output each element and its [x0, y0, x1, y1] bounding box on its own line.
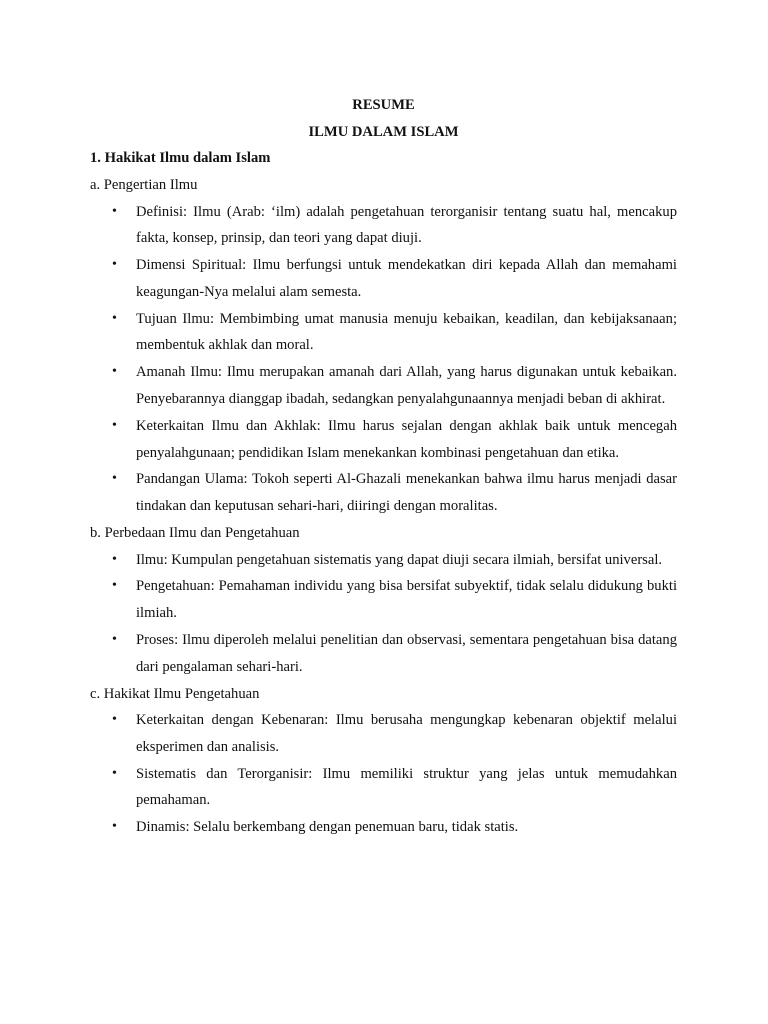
bullet-list-a — [90, 199, 677, 521]
bullet-icon: • — [112, 417, 117, 433]
bullet-icon: • — [112, 819, 117, 835]
document-title: RESUME — [352, 97, 415, 113]
bullet-icon: • — [112, 765, 117, 781]
list-item — [90, 707, 677, 761]
bullet-icon: • — [112, 471, 117, 487]
bullet-list-c — [90, 707, 677, 841]
list-item-text: Ilmu: Kumpulan pengetahuan sistematis yang dapat diuji secara ilmiah, bersifat universal. — [136, 551, 663, 568]
list-item-text: Keterkaitan dengan Kebenaran: Ilmu berusaha mengungkap kebenaran objektif melalui eksperimen dan analisis. — [136, 712, 677, 755]
list-item — [90, 547, 677, 574]
bullet-list-b — [90, 547, 677, 681]
bullet-icon: • — [112, 578, 117, 594]
section-heading: 1. Hakikat Ilmu dalam Islam — [90, 150, 271, 166]
list-item-text: Pengetahuan: Pemahaman individu yang bisa bersifat subyektif, tidak selalu didukung bukti ilmiah. — [136, 578, 677, 622]
list-item-text: Tujuan Ilmu: Membimbing umat manusia menuju kebaikan, keadilan, dan kebijaksanaan; membentuk akhlak dan moral. — [136, 310, 677, 354]
list-item-text: Sistematis dan Terorganisir: Ilmu memiliki struktur yang jelas untuk memudahkan pemahaman. — [136, 765, 677, 809]
list-item — [90, 466, 677, 520]
list-item-text: Dinamis: Selalu berkembang dengan penemuan baru, tidak statis. — [136, 819, 519, 836]
bullet-icon: • — [112, 257, 117, 273]
document-content — [90, 92, 677, 841]
document-subtitle: ILMU DALAM ISLAM — [308, 123, 459, 140]
list-item — [90, 573, 677, 627]
subsection-heading-c: c. Hakikat Ilmu Pengetahuan — [90, 685, 260, 702]
subsection-heading-b: b. Perbedaan Ilmu dan Pengetahuan — [90, 525, 300, 542]
list-item — [90, 199, 677, 253]
list-item — [90, 761, 677, 815]
bullet-icon: • — [112, 203, 117, 219]
list-item-text: Amanah Ilmu: Ilmu merupakan amanah dari Allah, yang harus digunakan untuk kebaikan. Penyebarannya dianggap ibadah, sedangkan penyalahgunaannya menjadi beban di akhirat. — [136, 364, 677, 408]
list-item — [90, 306, 677, 360]
list-item — [90, 814, 677, 841]
list-item-text: Pandangan Ulama: Tokoh seperti Al-Ghazali menekankan bahwa ilmu harus menjadi dasar tindakan dan keputusan sehari-hari, diiringi dengan moralitas. — [136, 471, 677, 515]
list-item — [90, 359, 677, 413]
list-item — [90, 627, 677, 681]
list-item-text: Definisi: Ilmu (Arab: ‘ilm) adalah pengetahuan terorganisir tentang suatu hal, mencakup fakta, konsep, prinsip, dan teori yang dapat diuji. — [136, 203, 677, 247]
subsection-heading-a: a. Pengertian Ilmu — [90, 177, 198, 193]
list-item — [90, 252, 677, 306]
list-item — [90, 413, 677, 467]
bullet-icon: • — [112, 310, 117, 326]
list-item-text: Dimensi Spiritual: Ilmu berfungsi untuk mendekatkan diri kepada Allah dan memahami keagungan-Nya melalui alam semesta. — [136, 257, 677, 300]
bullet-icon: • — [112, 364, 117, 380]
list-item-text: Keterkaitan Ilmu dan Akhlak: Ilmu harus sejalan dengan akhlak baik untuk mencegah penyalahgunaan; pendidikan Islam menekankan kombinasi pengetahuan dan etika. — [136, 417, 677, 461]
bullet-icon: • — [112, 551, 117, 567]
bullet-icon: • — [112, 712, 117, 728]
list-item-text: Proses: Ilmu diperoleh melalui penelitian dan observasi, sementara pengetahuan bisa datang dari pengalaman sehari-hari. — [136, 631, 677, 675]
bullet-icon: • — [112, 631, 117, 647]
